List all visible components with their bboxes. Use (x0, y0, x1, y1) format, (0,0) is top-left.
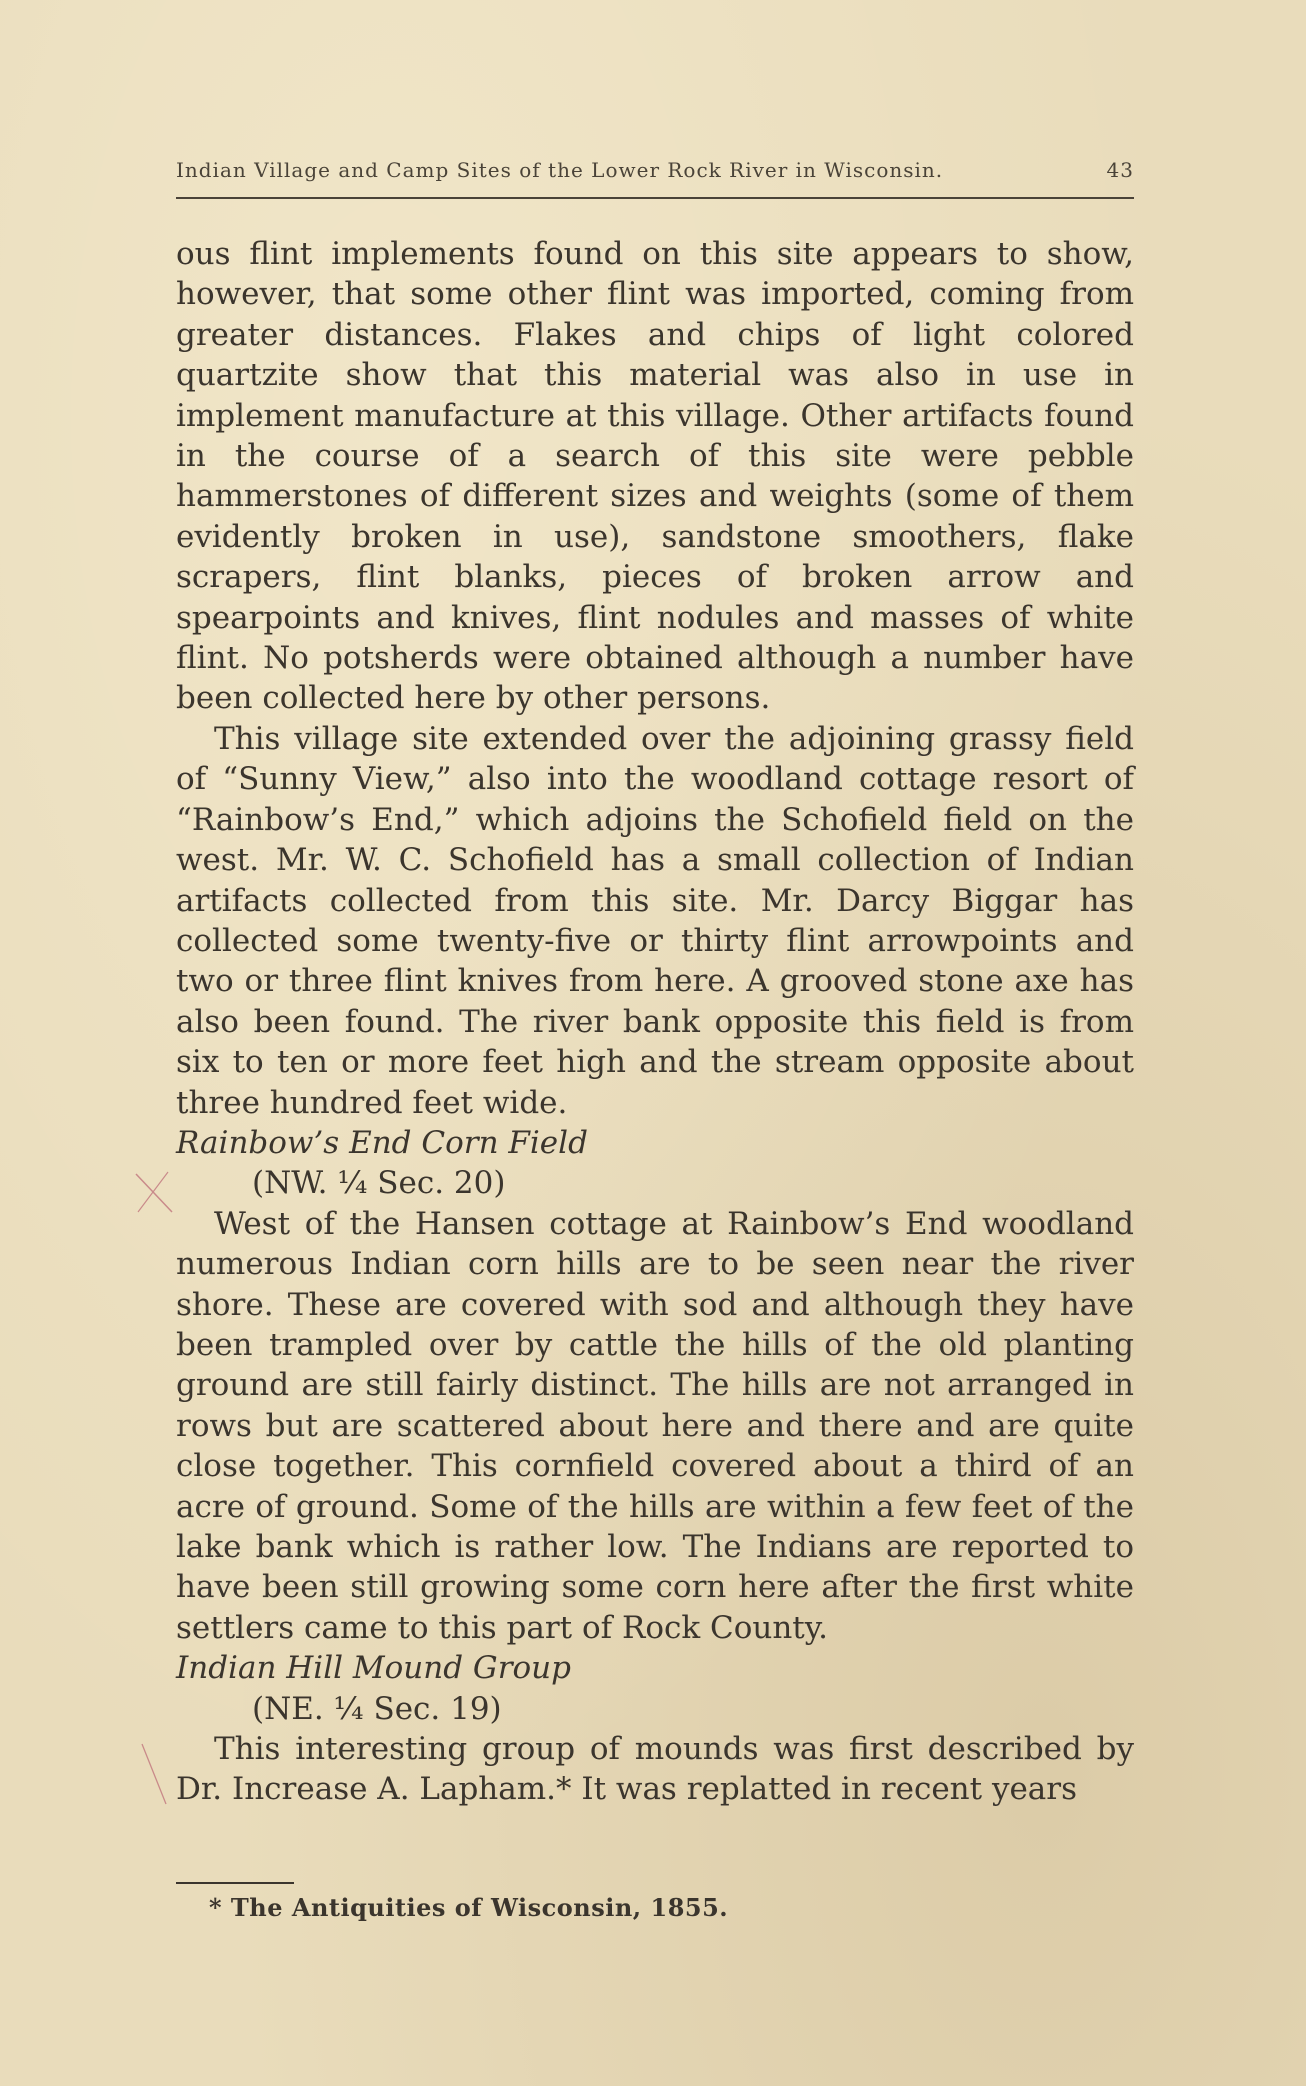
body-text (176, 234, 1134, 1810)
paragraph-village-site: This village site extended over the adjoining grassy field of “Sunny View,” also into the woodland cottage resort of “Rainbow’s End,” which adjoins the Schofield field on the west. Mr. W. C. Schofield has a small collection of Indian artifacts collected from this site. Mr. Darcy Biggar has collected some twenty-five or thirty flint arrowpoints and two or three flint knives from here. A grooved stone axe has also been found. The river bank opposite this field is from six to ten or more feet high and the stream opposite about three hundred feet wide. (176, 720, 1134, 1121)
pencil-cross-mark (128, 1168, 178, 1218)
paragraph-indian-hill: This interesting group of mounds was first described by Dr. Increase A. Lapham.* It was replatted in recent years (176, 1731, 1134, 1808)
section-location-rainbows-end: (NW. ¼ Sec. 20) (252, 1165, 506, 1202)
page-number: 43 (1106, 158, 1134, 182)
pencil-stroke-mark (136, 1740, 176, 1810)
footnote-rule (176, 1882, 294, 1884)
section-location-indian-hill: (NE. ¼ Sec. 19) (252, 1690, 502, 1727)
header-rule (176, 197, 1134, 199)
running-header (176, 158, 1134, 182)
footnote: * The Antiquities of Wisconsin, 1855. (209, 1893, 729, 1922)
running-title: Indian Village and Camp Sites of the Lower Rock River in Wisconsin. (176, 158, 944, 182)
section-title-rainbows-end: Rainbow’s End Corn Field (176, 1124, 588, 1161)
section-title-indian-hill: Indian Hill Mound Group (176, 1650, 571, 1687)
paragraph-continuation: ous flint implements found on this site appears to show, however, that some other flint was imported, coming from greater distances. Flakes and chips of light colored quartzite show that this material was also in use in implement manufacture at this village. Other artifacts found in the course of a search of this site were pebble hammerstones of different sizes and weights (some of them evidently broken in use), sandstone smoothers, flake scrapers, flint blanks, pieces of broken arrow and spearpoints and knives, flint nodules and masses of white flint. No potsherds were obtained although a number have been collected here by other persons. (176, 236, 1134, 717)
paragraph-corn-field: West of the Hansen cottage at Rainbow’s End woodland numerous Indian corn hills are to be seen near the river shore. These are covered with sod and although they have been trampled over by cattle the hills of the old planting ground are still fairly distinct. The hills are not arranged in rows but are scattered about here and there and are quite close together. This cornfield covered about a third of an acre of ground. Some of the hills are within a few feet of the lake bank which is rather low. The Indians are reported to have been still growing some corn here after the first white settlers came to this part of Rock County. (176, 1205, 1134, 1646)
